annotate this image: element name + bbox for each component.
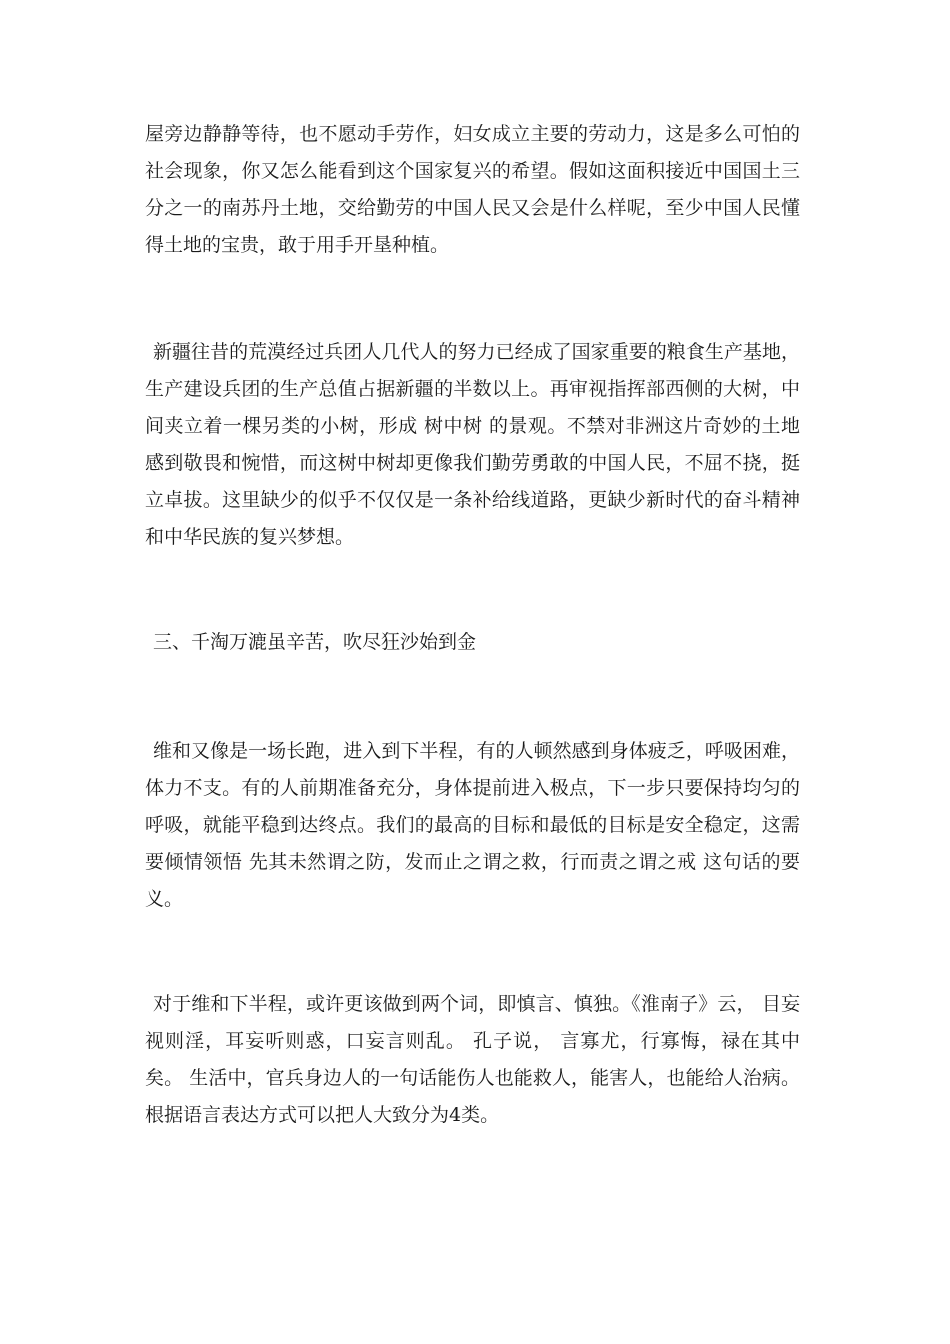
- section-heading: 三、千淘万漉虽辛苦，吹尽狂沙始到金: [153, 631, 477, 653]
- paragraph-2: 新疆往昔的荒漠经过兵团人几代人的努力已经成了国家重要的粮食生产基地，生产建设兵团的生产总值占据新疆的半数以上。再审视指挥部西侧的大树，中间夹立着一棵另类的小树，形成 树中树 的景观。不禁对非洲这片奇妙的土地感到敬畏和惋惜，而这树中树却更像我们勤劳勇敢的中国人民，不屈不挠，挺立卓拔。这里缺少的似乎不仅仅是一条补给线道路，更缺少新时代的奋斗精神和中华民族的复兴梦想。: [145, 341, 800, 548]
- paragraph-3: 维和又像是一场长跑，进入到下半程，有的人顿然感到身体疲乏，呼吸困难，体力不支。有的人前期准备充分，身体提前进入极点，下一步只要保持均匀的呼吸，就能平稳到达终点。我们的最高的目标和最低的目标是安全稳定，这需要倾情领悟 先其未然谓之防，发而止之谓之救，行而责之谓之戒 这句话的要义。: [145, 740, 800, 910]
- paragraph-1: 屋旁边静静等待，也不愿动手劳作，妇女成立主要的劳动力，这是多么可怕的社会现象，你又怎么能看到这个国家复兴的希望。假如这面积接近中国国土三分之一的南苏丹土地，交给勤劳的中国人民又会是什么样呢，至少中国人民懂得土地的宝贵，敢于用手开垦种植。: [145, 123, 800, 256]
- paragraph-4: 对于维和下半程，或许更该做到两个词，即慎言、慎独。《淮南子》云， 目妄视则淫，耳妄听则惑，口妄言则乱。 孔子说， 言寡尤，行寡悔，禄在其中矣。 生活中，官兵身边人的一句话能伤人也能救人，能害人，也能给人治病。根据语言表达方式可以把人大致分为4类。: [145, 993, 800, 1126]
